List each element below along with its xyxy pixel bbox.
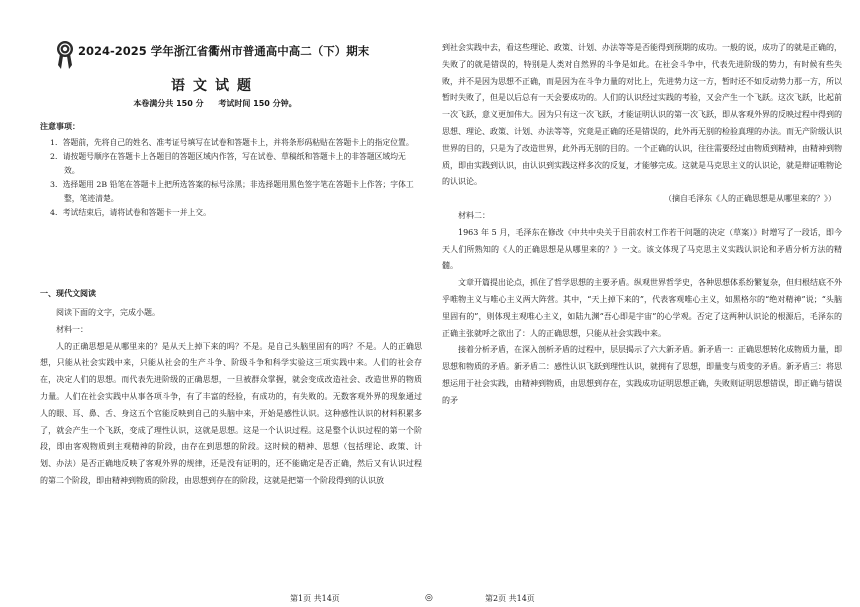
material-label: 材料一：: [56, 324, 88, 334]
paragraph: 接着分析矛盾，在深入剖析矛盾的过程中，层层揭示了六大新矛盾。新矛盾一：正确思想转化成物质力量，即思想和物质的矛盾。新矛盾二：感性认识飞跃到理性认识，就拥有了思想，即量变与质变的矛盾。新矛盾三：将思想运用于社会实践，由精神到物质，由思想到存在，实践成功证明思想正确，失败则证明思想错误，即正确与错误的矛: [442, 345, 842, 405]
binding-mark-icon: ◎: [425, 593, 433, 603]
exam-title: 2024-2025 学年浙江省衢州市普通高中高二（下）期末: [78, 44, 370, 58]
exam-subject: 语文试题: [171, 78, 259, 94]
notice-item: 2．请按题号顺序在答题卡上各题目的答题区域内作答，写在试卷、草稿纸和答题卡上的非答题区域均无效。: [50, 152, 406, 175]
reading-text-page1: [40, 305, 422, 490]
reading-text-page2: [442, 40, 842, 410]
notice-list: [50, 136, 420, 220]
paragraph: 到社会实践中去，看这些理论、政策、计划、办法等等是否能得到预期的成功。一般的说，成功了的就是正确的，失败了的就是错误的，特别是人类对自然界的斗争是如此。在社会斗争中，代表先进阶级的势力，有时候有些失败，并不是因为思想不正确，而是因为在斗争力量的对比上，先进势力这一方，暂时还不如反动势力那一方，所以暂时失败了，但是以后总有一天会要成功的。人们的认识经过实践的考验，又会产生一个飞跃。这次飞跃，比起前一次飞跃，意义更加伟大。因为只有这一次飞跃，才能证明认识的第一次飞跃，即从客观外界的反映过程中得到的思想、理论、政策、计划、办法等等，究竟是正确的还是错误的，此外再无别的检验真理的办法。而无产阶级认识世界的目的，只是为了改造世界，此外再无别的目的。一个正确的认识，往往需要经过由物质到精神，由精神到物质，即由实践到认识，由认识到实践这样多次的反复，才能够完成。这就是马克思主义的认识论，就是辩证唯物论的认识论。: [442, 43, 842, 187]
exam-meta: [0, 98, 430, 109]
notice-item: 3．选择题用 2B 铅笔在答题卡上把所选答案的标号涂黑；非选择题用黑色签字笔在答题卡上作答；字体工整，笔迹清楚。: [50, 180, 414, 203]
page-2: [430, 0, 860, 607]
paragraph: 文章开篇提出论点，抓住了哲学思想的主要矛盾。纵观世界哲学史，各种思想体系纷繁复杂，但归根结底不外乎唯物主义与唯心主义两大阵营。其中，“天上掉下来的”，代表客观唯心主义，如黑格尔的“绝对精神”说；“头脑里固有的”，则体现主观唯心主义，如陆九渊“吾心即是宇宙”的心学观。否定了这两种认识论的根源后，毛泽东的正确主张就呼之欲出了：人的正确思想，只能从社会实践中来。: [442, 278, 842, 338]
page-number-2: 第2页 共14页: [485, 594, 535, 603]
score-info: 本卷满分共 150 分: [133, 99, 204, 108]
source-citation: （摘自毛泽东《人的正确思想是从哪里来的？》）: [664, 194, 836, 204]
page-number-1: 第1页 共14页: [290, 594, 340, 603]
award-badge-icon: [56, 40, 74, 70]
instruction: 阅读下面的文字，完成小题。: [56, 308, 160, 317]
paragraph: 人的正确思想是从哪里来的？是从天上掉下来的吗？不是。是自己头脑里固有的吗？不是。人的正确思想，只能从社会实践中来，只能从社会的生产斗争、阶级斗争和科学实验这三项实践中来。人们的社会存在，决定人们的思想。而代表先进阶级的正确思想，一旦被群众掌握，就会变成改造社会、改造世界的物质力量。人们在社会实践中从事各项斗争，有了丰富的经验，有成功的，有失败的。无数客观外界的现象通过人的眼、耳、鼻、舌、身这五个官能反映到自己的头脑中来，开始是感性认识。这种感性认识的材料积累多了，就会产生一个飞跃，变成了理性认识，这就是思想。这是一个认识过程。这是整个认识过程的第一个阶段，即由客观物质到主观精神的阶段，由存在到思想的阶段。这时候的精神、思想（包括理论、政策、计划、办法）是否正确地反映了客观外界的规律，还是没有证明的，还不能确定是否正确，然后又有认识过程的第二个阶段，即由精神到物质的阶段，由思想到存在的阶段，这就是把第一个阶段得到的认识放: [40, 341, 422, 485]
section-heading: 一、现代文阅读: [40, 289, 96, 298]
notice-item: 4．考试结束后，请将试卷和答题卡一并上交。: [50, 208, 211, 217]
material-label: 材料二：: [458, 210, 490, 220]
time-info: 考试时间 150 分钟。: [218, 99, 297, 108]
notice-item: 1．答题前，先将自己的姓名、准考证号填写在试卷和答题卡上，并将条形码粘贴在答题卡上的指定位置。: [50, 138, 414, 147]
paragraph: 1963 年 5 月，毛泽东在修改《中共中央关于目前农村工作若干问题的决定（草案）》时增写了一段话，即今天人们所熟知的《人的正确思想是从哪里来的？》一文。该文体现了马克思主义实践认识论和矛盾分析方法的精髓。: [442, 227, 842, 271]
notice-heading: 注意事项：: [40, 122, 80, 131]
